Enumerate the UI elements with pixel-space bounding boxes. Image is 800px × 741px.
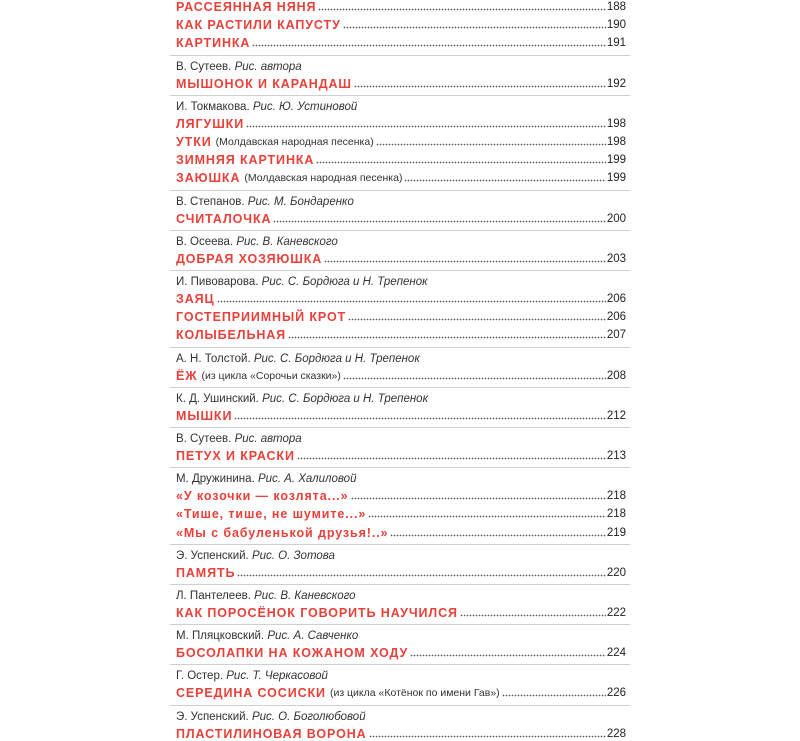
author-name: Г. Остер. <box>176 670 224 683</box>
author-name: В. Осеева. <box>176 235 234 248</box>
page-number: 228 <box>606 727 626 740</box>
page-number: 222 <box>606 607 626 619</box>
section-divider <box>170 427 630 428</box>
dot-leader <box>316 161 605 164</box>
entry-note: (Молдавская народная песенка) <box>215 136 374 148</box>
illustrator-credit: Рис. автора <box>234 60 302 73</box>
entry-title: БОСОЛАПКИ НА КОЖАНОМ ХОДУ <box>176 646 409 661</box>
author-credit <box>176 472 356 486</box>
toc-entry <box>176 505 626 521</box>
page-number: 199 <box>606 172 626 185</box>
author-credit <box>176 235 338 249</box>
dot-leader <box>354 85 606 88</box>
dot-leader <box>404 179 605 182</box>
dot-leader <box>234 417 605 420</box>
illustrator-credit: Рис. С. Бордюга и Н. Трепенок <box>253 352 420 365</box>
entry-title: СЧИТАЛОЧКА <box>176 211 272 226</box>
dot-leader <box>376 143 606 146</box>
toc-entry <box>176 169 626 185</box>
section-divider <box>170 347 630 348</box>
dot-leader <box>217 300 606 303</box>
page-number: 224 <box>606 647 626 660</box>
page-number: 206 <box>606 293 626 305</box>
page-number: 206 <box>606 311 626 324</box>
entry-title: ЗАЯЦ <box>176 292 215 306</box>
illustrator-credit: Рис. О. Зотова <box>251 549 335 562</box>
illustrator-credit: Рис. О. Боголюбовой <box>251 710 366 723</box>
entry-note: (из цикла «Котёнок по имени Гав») <box>329 687 500 700</box>
toc-entry <box>176 487 626 503</box>
page-number: 203 <box>606 252 626 265</box>
entry-title: КОЛЫБЕЛЬНАЯ <box>176 328 287 343</box>
author-credit <box>176 669 328 683</box>
illustrator-credit: Рис. Ю. Устиновой <box>252 100 358 113</box>
page-number: 226 <box>606 687 626 700</box>
toc-entry <box>176 133 626 149</box>
author-name: Э. Успенский. <box>176 549 249 562</box>
page-number: 212 <box>606 409 626 422</box>
author-name: В. Степанов. <box>176 195 245 208</box>
toc-entry <box>176 0 626 14</box>
toc-entry <box>176 250 626 266</box>
author-name: А. Н. Толстой. <box>176 352 251 365</box>
author-name: В. Сутеев. <box>176 433 232 445</box>
entry-title: КАРТИНКА <box>176 36 251 51</box>
toc-entry <box>176 447 626 463</box>
author-credit <box>176 589 356 603</box>
entry-title: «Мы с бабуленькой друзья!..» <box>176 525 389 540</box>
toc-entry <box>176 367 626 383</box>
dot-leader <box>343 377 606 380</box>
author-credit <box>176 60 302 74</box>
page-number: 219 <box>606 526 626 539</box>
entry-title: ПЛАСТИЛИНОВАЯ ВОРОНА <box>176 726 367 741</box>
page-number: 198 <box>606 117 626 130</box>
page-number: 220 <box>606 566 626 579</box>
entry-title: «У козочки — козлята...» <box>176 489 349 504</box>
toc-entry <box>176 308 626 324</box>
page-number: 207 <box>606 329 626 342</box>
author-name: М. Дружинина. <box>176 473 255 486</box>
toc-entry <box>176 684 626 700</box>
toc-entry <box>176 524 626 540</box>
author-name: Э. Успенский. <box>176 710 249 723</box>
author-credit <box>176 275 428 289</box>
section-divider <box>170 55 630 56</box>
page-number: 208 <box>606 369 626 382</box>
section-divider <box>170 467 630 468</box>
entry-title: ПАМЯТЬ <box>176 565 236 580</box>
entry-title: ГОСТЕПРИИМНЫЙ КРОТ <box>176 310 347 325</box>
entry-title: ЛЯГУШКИ <box>176 116 245 131</box>
illustrator-credit: Рис. М. Бондаренко <box>247 195 354 208</box>
section-divider <box>170 387 630 388</box>
illustrator-credit: Рис. А. Халиловой <box>257 473 357 486</box>
dot-leader <box>288 336 606 339</box>
dot-leader <box>252 44 605 47</box>
entry-title: ПЕТУХ И КРАСКИ <box>176 449 295 463</box>
dot-leader <box>343 26 606 29</box>
dot-leader <box>318 8 605 11</box>
entry-title: РАССЕЯННАЯ НЯНЯ <box>176 0 317 14</box>
toc-entry <box>176 644 626 660</box>
author-credit <box>176 352 420 366</box>
dot-leader <box>368 515 606 518</box>
author-name: И. Токмакова. <box>176 100 250 113</box>
toc-entry <box>176 16 626 32</box>
section-divider <box>170 664 630 665</box>
author-credit <box>176 195 354 209</box>
entry-title: МЫШОНОК И КАРАНДАШ <box>176 76 352 91</box>
page-number: 218 <box>606 490 626 503</box>
section-divider <box>170 270 630 271</box>
dot-leader <box>390 534 605 537</box>
entry-title: УТКИ <box>176 135 212 149</box>
author-credit <box>176 629 358 643</box>
section-divider <box>170 95 630 96</box>
author-credit <box>176 710 366 724</box>
page-number: 192 <box>606 77 626 90</box>
toc-entry <box>176 151 626 167</box>
author-credit <box>176 549 335 563</box>
toc-entry <box>176 210 626 226</box>
author-credit <box>176 100 357 114</box>
dot-leader <box>273 220 605 223</box>
dot-leader <box>351 497 606 500</box>
page-number: 191 <box>606 37 626 50</box>
entry-title: ЗИМНЯЯ КАРТИНКА <box>176 153 315 168</box>
dot-leader <box>348 318 606 321</box>
author-name: И. Пивоварова. <box>176 276 259 288</box>
page-number: 198 <box>606 136 626 148</box>
author-name: Л. Пантелеев. <box>176 590 251 602</box>
page-number: 200 <box>606 212 626 225</box>
dot-leader <box>369 735 606 738</box>
dot-leader <box>324 260 606 263</box>
entry-title: МЫШКИ <box>176 408 233 423</box>
author-name: М. Пляцковский. <box>176 630 265 643</box>
section-divider <box>170 624 630 625</box>
section-divider <box>170 230 630 231</box>
author-credit <box>176 432 302 446</box>
page-number: 199 <box>606 154 626 167</box>
author-credit <box>176 392 428 406</box>
page-number: 190 <box>606 19 626 32</box>
toc-entry <box>176 725 626 741</box>
page-number: 213 <box>606 450 626 462</box>
entry-title: КАК РАСТИЛИ КАПУСТУ <box>176 18 341 33</box>
page-number: 188 <box>606 1 626 13</box>
entry-title: ДОБРАЯ ХОЗЯЮШКА <box>176 251 323 266</box>
entry-title: СЕРЕДИНА СОСИСКИ <box>176 686 326 701</box>
entry-note: (из цикла «Сорочьи сказки») <box>201 369 341 382</box>
dot-leader <box>502 694 606 697</box>
dot-leader <box>410 654 606 657</box>
section-divider <box>170 584 630 585</box>
section-divider <box>170 190 630 191</box>
page-number: 218 <box>606 508 626 521</box>
toc-entry <box>176 407 626 423</box>
toc-entry <box>176 75 626 91</box>
section-divider <box>170 544 630 545</box>
illustrator-credit: Рис. В. Каневского <box>254 590 356 602</box>
toc-entry <box>176 290 626 306</box>
dot-leader <box>297 457 606 460</box>
entry-title: «Тише, тише, не шумите...» <box>176 507 367 522</box>
section-divider <box>170 705 630 706</box>
entry-note: (Молдавская народная песенка) <box>244 172 403 185</box>
dot-leader <box>246 125 606 128</box>
illustrator-credit: Рис. В. Каневского <box>236 235 338 248</box>
entry-title: ЁЖ <box>176 368 198 383</box>
dot-leader <box>237 574 605 577</box>
toc-entry <box>176 34 626 50</box>
entry-title: ЗАЮШКА <box>176 171 241 186</box>
illustrator-credit: Рис. С. Бордюга и Н. Трепенок <box>262 392 429 405</box>
toc-entry <box>176 115 626 131</box>
illustrator-credit: Рис. С. Бордюга и Н. Трепенок <box>261 276 428 288</box>
dot-leader <box>460 614 606 617</box>
toc-entry <box>176 564 626 580</box>
illustrator-credit: Рис. автора <box>234 433 302 445</box>
illustrator-credit: Рис. А. Савченко <box>267 630 359 643</box>
toc-entry <box>176 326 626 342</box>
entry-title: КАК ПОРОСЁНОК ГОВОРИТЬ НАУЧИЛСЯ <box>176 606 458 620</box>
author-name: В. Сутеев. <box>176 60 232 73</box>
author-name: К. Д. Ушинский. <box>176 392 259 405</box>
illustrator-credit: Рис. Т. Черкасовой <box>226 670 328 683</box>
toc-entry <box>176 604 626 620</box>
